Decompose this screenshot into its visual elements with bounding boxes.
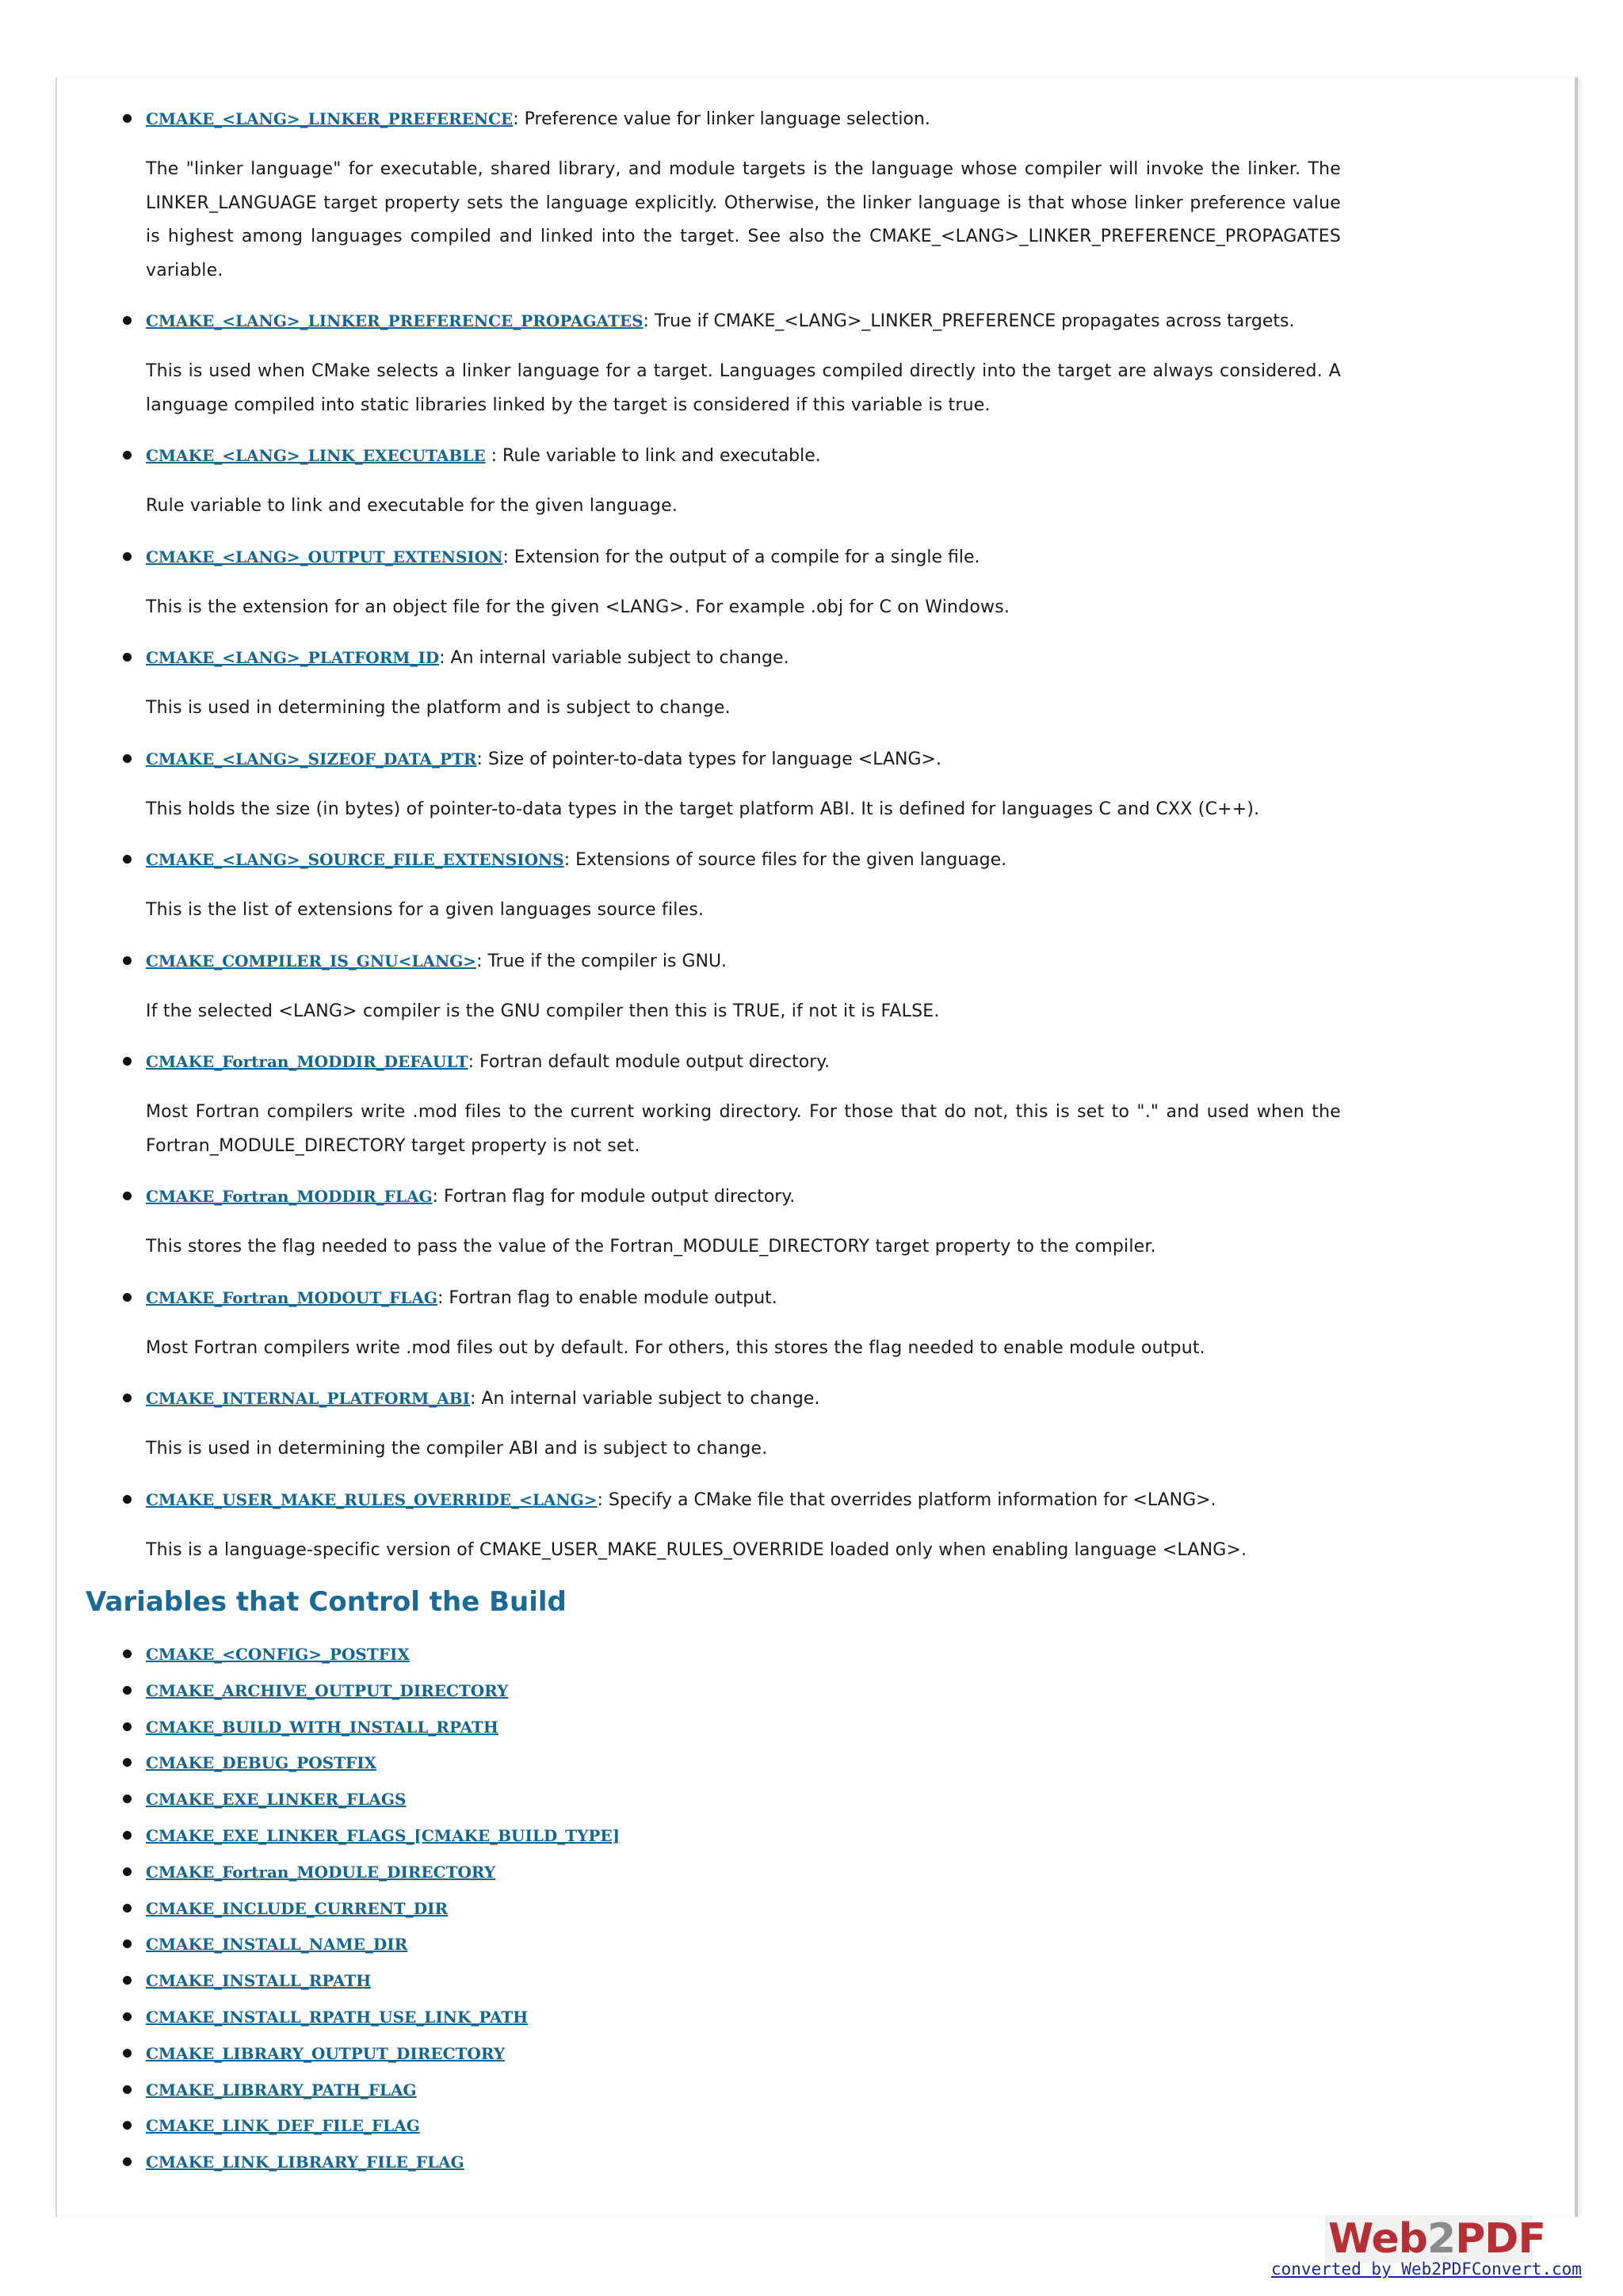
- variable-entry: [86, 305, 1341, 338]
- variable-entry-line: [146, 1484, 1341, 1516]
- list-item-line: [146, 2000, 1341, 2036]
- variable-link[interactable]: CMAKE_<LANG>_LINKER_PREFERENCE_PROPAGATES: [146, 311, 643, 330]
- build-variable-link-list: [86, 1637, 1341, 2181]
- variable-description: This is used when CMake selects a linker language for a target. Languages compiled directly into the target are always considered. A language compiled into static libraries linked by the target is considered if this variable is true.: [146, 361, 1341, 415]
- variable-entry: [86, 1282, 1341, 1314]
- variable-entry: [86, 743, 1341, 776]
- variable-summary: : Specify a CMake file that overrides platform information for <LANG>.: [597, 1489, 1216, 1510]
- bullet-icon: [123, 1867, 132, 1876]
- variable-summary: : Rule variable to link and executable.: [485, 446, 821, 466]
- bullet-icon: [123, 1686, 132, 1695]
- list-item: [86, 2000, 1341, 2036]
- variable-summary: : Fortran default module output directory.: [468, 1052, 831, 1072]
- variable-entry-line: [146, 1383, 1341, 1415]
- bullet-icon: [123, 956, 132, 965]
- variable-description: Most Fortran compilers write .mod files out by default. For others, this stores the flag needed to enable module output.: [146, 1337, 1205, 1358]
- variable-description: Rule variable to link and executable for the given language.: [146, 496, 678, 516]
- variable-description: This holds the size (in bytes) of pointer-to-data types in the target platform ABI. It is defined for languages C and CXX (C++).: [146, 799, 1260, 819]
- variable-description: This is the extension for an object file for the given <LANG>. For example .obj for C on Windows.: [146, 597, 1010, 617]
- variable-description: If the selected <LANG> compiler is the GNU compiler then this is TRUE, if not it is FALSE.: [146, 1001, 940, 1021]
- bullet-icon: [123, 1722, 132, 1731]
- document-content: [86, 103, 1341, 2181]
- list-item: [86, 1710, 1341, 1746]
- build-variable-link[interactable]: CMAKE_ARCHIVE_OUTPUT_DIRECTORY: [146, 1680, 509, 1700]
- variable-summary: : Extensions of source files for the given language.: [563, 850, 1007, 870]
- build-variable-link[interactable]: CMAKE_<CONFIG>_POSTFIX: [146, 1645, 410, 1664]
- build-variable-link[interactable]: CMAKE_INSTALL_RPATH: [146, 1971, 372, 1991]
- variable-description: This is the list of extensions for a given languages source files.: [146, 900, 705, 920]
- variable-entry: [86, 1484, 1341, 1516]
- bullet-icon: [123, 316, 132, 325]
- web2pdf-logo: [1325, 2215, 1545, 2263]
- variable-entry: [86, 945, 1341, 978]
- variable-description: Most Fortran compilers write .mod files to the current working directory. For those that do not, this is set to "." and used when the Fortran_MODULE_DIRECTORY target property is not set.: [146, 1102, 1341, 1156]
- bullet-icon: [123, 2049, 132, 2058]
- variable-entry-line: [146, 305, 1341, 338]
- variable-link[interactable]: CMAKE_<LANG>_SIZEOF_DATA_PTR: [146, 749, 477, 769]
- bullet-icon: [123, 2157, 132, 2166]
- variable-entry-line: [146, 945, 1341, 978]
- variable-summary: : Fortran flag for module output directory.: [432, 1187, 796, 1207]
- bullet-icon: [123, 451, 132, 460]
- variable-entry-line: [146, 844, 1341, 876]
- build-variable-link[interactable]: CMAKE_LIBRARY_PATH_FLAG: [146, 2080, 417, 2100]
- list-item-line: [146, 1782, 1341, 1818]
- variable-link[interactable]: CMAKE_Fortran_MODDIR_FLAG: [146, 1187, 433, 1206]
- converted-by-link[interactable]: converted by Web2PDFConvert.com: [1271, 2260, 1582, 2279]
- variable-link[interactable]: CMAKE_INTERNAL_PLATFORM_ABI: [146, 1389, 471, 1408]
- list-item: [86, 2036, 1341, 2073]
- bullet-icon: [123, 114, 132, 123]
- variable-entry-line: [146, 1282, 1341, 1314]
- list-item-line: [146, 2036, 1341, 2073]
- list-item: [86, 2073, 1341, 2109]
- variable-description: This stores the flag needed to pass the value of the Fortran_MODULE_DIRECTORY target property to the compiler.: [146, 1237, 1156, 1257]
- list-item-line: [146, 1637, 1341, 1673]
- list-item-line: [146, 1855, 1341, 1891]
- variable-link[interactable]: CMAKE_<LANG>_SOURCE_FILE_EXTENSIONS: [146, 850, 564, 869]
- bullet-icon: [123, 2085, 132, 2094]
- list-item-line: [146, 1673, 1341, 1710]
- variable-summary: : True if CMAKE_<LANG>_LINKER_PREFERENCE propagates across targets.: [643, 311, 1295, 331]
- build-variable-link[interactable]: CMAKE_EXE_LINKER_FLAGS_[CMAKE_BUILD_TYPE]: [146, 1825, 621, 1845]
- logo-text-web: Web: [1328, 2215, 1427, 2263]
- bullet-icon: [123, 2012, 132, 2021]
- variable-summary: : Preference value for linker language selection.: [513, 109, 930, 129]
- variable-link[interactable]: CMAKE_USER_MAKE_RULES_OVERRIDE_<LANG>: [146, 1489, 598, 1509]
- list-item: [86, 1891, 1341, 1928]
- list-item: [86, 1745, 1341, 1782]
- bullet-icon: [123, 653, 132, 662]
- section-heading: Variables that Control the Build: [86, 1586, 567, 1618]
- list-item: [86, 1855, 1341, 1891]
- bullet-icon: [123, 1192, 132, 1200]
- variable-link[interactable]: CMAKE_<LANG>_LINK_EXECUTABLE: [146, 446, 486, 465]
- bullet-icon: [123, 1293, 132, 1302]
- list-item: [86, 1782, 1341, 1818]
- variable-link[interactable]: CMAKE_COMPILER_IS_GNU<LANG>: [146, 951, 477, 971]
- build-variable-link[interactable]: CMAKE_INSTALL_NAME_DIR: [146, 1935, 408, 1955]
- variable-description: The "linker language" for executable, shared library, and module targets is the language whose compiler will invoke the linker. The LINKER_LANGUAGE target property sets the language explicitly. Otherwise, the linker language is that whose linker preference value is highest among languages compiled and linked into the target. See also the CMAKE_<LANG>_LINKER_PREFERENCE_PROPAGATES variable.: [146, 159, 1341, 280]
- variable-entry: [86, 103, 1341, 135]
- build-variable-link[interactable]: CMAKE_INSTALL_RPATH_USE_LINK_PATH: [146, 2007, 529, 2027]
- variable-entry-line: [146, 743, 1341, 776]
- variable-link[interactable]: CMAKE_<LANG>_OUTPUT_EXTENSION: [146, 547, 503, 566]
- variable-link[interactable]: CMAKE_<LANG>_PLATFORM_ID: [146, 648, 440, 667]
- list-item-line: [146, 1927, 1341, 1963]
- list-item: [86, 1963, 1341, 2000]
- variable-description: This is a language-specific version of CMAKE_USER_MAKE_RULES_OVERRIDE loaded only when enabling language <LANG>.: [146, 1539, 1247, 1560]
- variable-summary: : Size of pointer-to-data types for language <LANG>.: [476, 749, 941, 769]
- list-item: [86, 1673, 1341, 1710]
- list-item: [86, 2145, 1341, 2181]
- variable-entry-line: [146, 103, 1341, 135]
- variable-entry-line: [146, 541, 1341, 574]
- variable-summary: : Extension for the output of a compile for a single file.: [502, 547, 980, 567]
- variable-link[interactable]: CMAKE_Fortran_MODOUT_FLAG: [146, 1287, 437, 1307]
- bullet-icon: [123, 1976, 132, 1985]
- variable-entry: [86, 1180, 1341, 1213]
- bullet-icon: [123, 754, 132, 763]
- variable-description: This is used in determining the compiler ABI and is subject to change.: [146, 1439, 768, 1459]
- list-item-line: [146, 2145, 1341, 2181]
- list-item-line: [146, 1818, 1341, 1855]
- variable-summary: : An internal variable subject to change.: [470, 1389, 820, 1409]
- list-item-line: [146, 2108, 1341, 2145]
- variable-summary: : An internal variable subject to change.: [439, 648, 789, 668]
- build-variable-link[interactable]: CMAKE_INCLUDE_CURRENT_DIR: [146, 1898, 449, 1918]
- bullet-icon: [123, 1057, 132, 1066]
- variable-entry-line: [146, 1046, 1341, 1078]
- build-variable-link[interactable]: CMAKE_Fortran_MODULE_DIRECTORY: [146, 1862, 496, 1882]
- bullet-icon: [123, 1650, 132, 1658]
- bullet-icon: [123, 1394, 132, 1402]
- list-item: [86, 1927, 1341, 1963]
- list-item-line: [146, 2073, 1341, 2109]
- bullet-icon: [123, 1495, 132, 1504]
- logo-text-pdf: PDF: [1455, 2215, 1545, 2263]
- variable-entry-line: [146, 642, 1341, 674]
- list-item-line: [146, 1963, 1341, 2000]
- list-item-line: [146, 1891, 1341, 1928]
- variable-entry: [86, 440, 1341, 472]
- bullet-icon: [123, 1904, 132, 1913]
- variable-entry-line: [146, 440, 1341, 472]
- variable-link[interactable]: CMAKE_<LANG>_LINKER_PREFERENCE: [146, 109, 514, 128]
- bullet-icon: [123, 1831, 132, 1840]
- variable-entry-list: [86, 103, 1341, 1567]
- list-item-line: [146, 1710, 1341, 1746]
- build-variable-link[interactable]: CMAKE_EXE_LINKER_FLAGS: [146, 1790, 407, 1810]
- list-item-line: [146, 1745, 1341, 1782]
- bullet-icon: [123, 2121, 132, 2130]
- variable-entry-line: [146, 1180, 1341, 1213]
- variable-entry: [86, 1383, 1341, 1415]
- build-variable-link[interactable]: CMAKE_BUILD_WITH_INSTALL_RPATH: [146, 1717, 498, 1737]
- bullet-icon: [123, 1794, 132, 1803]
- build-variable-link[interactable]: CMAKE_LINK_LIBRARY_FILE_FLAG: [146, 2153, 464, 2172]
- variable-description: This is used in determining the platform and is subject to change.: [146, 698, 731, 718]
- build-variable-link[interactable]: CMAKE_LINK_DEF_FILE_FLAG: [146, 2116, 420, 2136]
- variable-summary: : True if the compiler is GNU.: [476, 951, 727, 971]
- variable-link[interactable]: CMAKE_Fortran_MODDIR_DEFAULT: [146, 1052, 468, 1071]
- list-item: [86, 1818, 1341, 1855]
- variable-summary: : Fortran flag to enable module output.: [437, 1287, 777, 1308]
- variable-entry: [86, 642, 1341, 674]
- variable-entry: [86, 1046, 1341, 1078]
- bullet-icon: [123, 552, 132, 561]
- bullet-icon: [123, 855, 132, 864]
- build-variable-link[interactable]: CMAKE_DEBUG_POSTFIX: [146, 1753, 377, 1773]
- bullet-icon: [123, 1939, 132, 1948]
- logo-text-2: 2: [1427, 2215, 1456, 2263]
- list-item: [86, 1637, 1341, 1673]
- build-variable-link[interactable]: CMAKE_LIBRARY_OUTPUT_DIRECTORY: [146, 2043, 506, 2063]
- variable-entry: [86, 541, 1341, 574]
- bullet-icon: [123, 1758, 132, 1767]
- list-item: [86, 2108, 1341, 2145]
- variable-entry: [86, 844, 1341, 876]
